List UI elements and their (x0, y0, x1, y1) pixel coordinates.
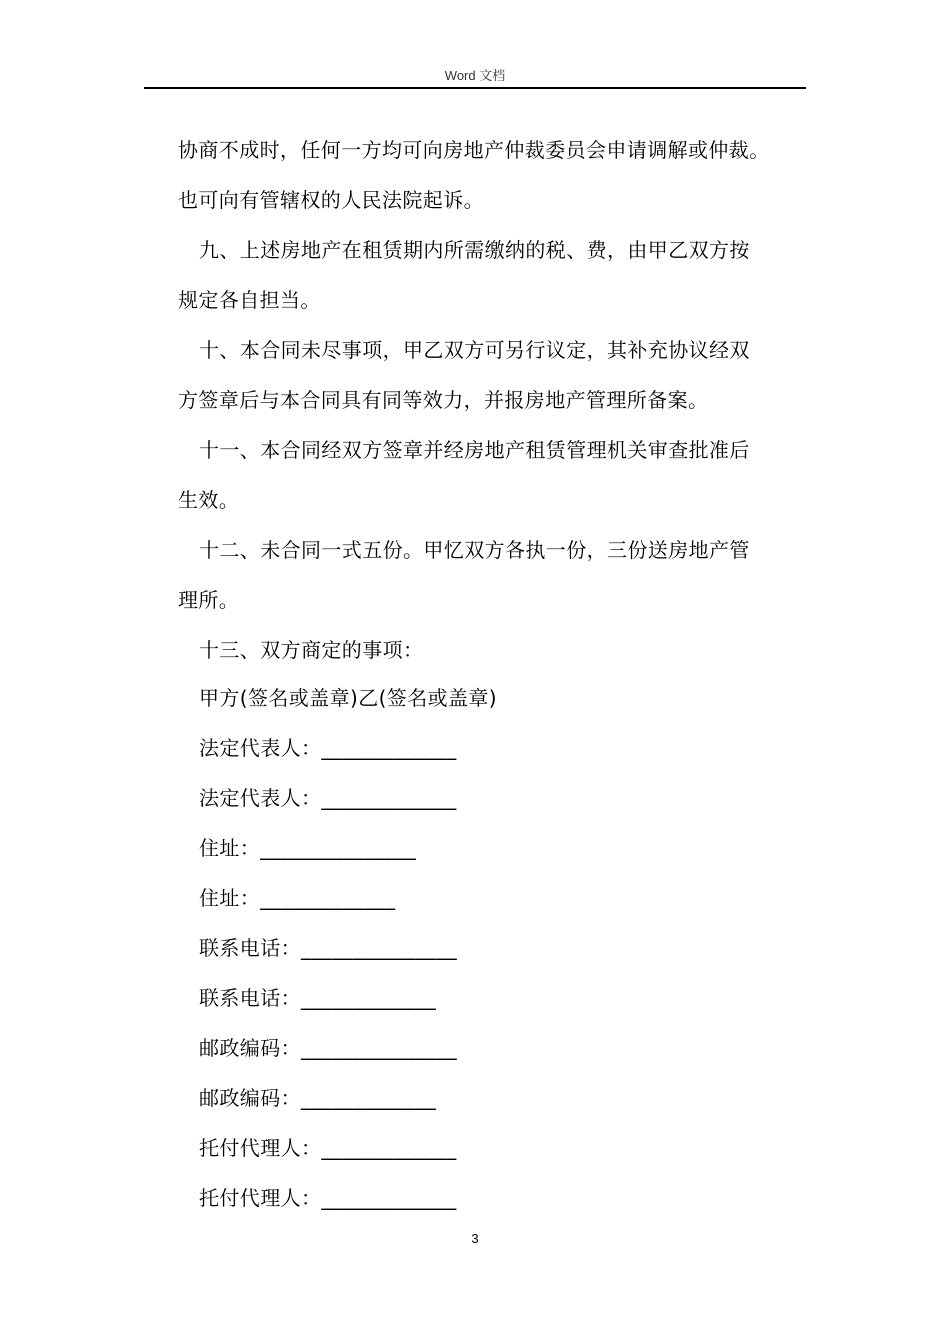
page-header-title: Word 文档 (444, 68, 506, 83)
legal-representative-field: 法定代表人：_____________ (199, 736, 457, 760)
paragraph-line: 生效。 (178, 488, 240, 512)
paragraph-line: 协商不成时，任何一方均可向房地产仲裁委员会申请调解或仲裁。 (178, 138, 770, 162)
paragraph-line: 理所。 (178, 588, 240, 612)
paragraph-line: 方签章后与本合同具有同等效力，并报房地产管理所备案。 (178, 388, 709, 412)
clause-ten-line: 十、本合同未尽事项，甲乙双方可另行议定，其补充协议经双 (199, 338, 750, 362)
authorized-agent-field: 托付代理人：_____________ (199, 1136, 457, 1160)
paragraph-line: 也可向有管辖权的人民法院起诉。 (178, 188, 484, 212)
postal-code-field: 邮政编码：_____________ (199, 1086, 437, 1110)
phone-field: 联系电话：_______________ (199, 936, 457, 960)
header-divider (144, 87, 806, 89)
legal-representative-field: 法定代表人：_____________ (199, 786, 457, 810)
address-field: 住址：_______________ (199, 836, 417, 860)
signature-parties-line: 甲方(签名或盖章)乙(签名或盖章) (199, 686, 498, 710)
clause-eleven-line: 十一、本合同经双方签章并经房地产租赁管理机关审查批准后 (199, 438, 750, 462)
address-field: 住址：_____________ (199, 886, 396, 910)
paragraph-line: 规定各自担当。 (178, 288, 321, 312)
postal-code-field: 邮政编码：_______________ (199, 1036, 457, 1060)
authorized-agent-field: 托付代理人：_____________ (199, 1186, 457, 1210)
clause-thirteen-line: 十三、双方商定的事项： (199, 638, 424, 662)
phone-field: 联系电话：_____________ (199, 986, 437, 1010)
clause-nine-line: 九、上述房地产在租赁期内所需缴纳的税、费，由甲乙双方按 (199, 238, 750, 262)
page-number: 3 (471, 1231, 479, 1246)
clause-twelve-line: 十二、未合同一式五份。甲忆双方各执一份，三份送房地产管 (199, 538, 750, 562)
